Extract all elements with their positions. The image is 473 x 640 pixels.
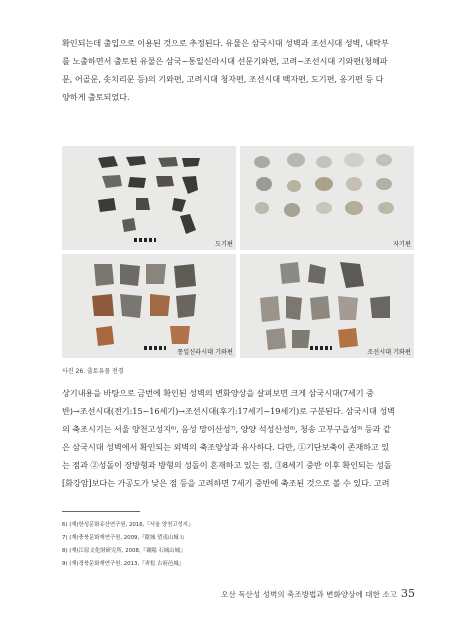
footnote: 7) (재)충북문화재연구원, 2009,『陰城 望夷山城 Ⅰ』 [62,535,188,541]
scale-bar [144,346,166,350]
panel-label-joseon-tiles: 조선시대 기와편 [367,349,411,356]
silla-roof-tile-image [62,254,236,358]
photo-panel-porcelain [240,146,414,250]
panel-label-pottery: 도기편 [215,241,233,248]
paragraph-line: 의 축조시기는 서울 양천고성지⁶⁾, 음성 망이산성⁷⁾, 양양 석성산성⁸⁾, 청송 고부구읍성⁹⁾ 등과 같 [62,424,391,434]
footnote-divider [62,511,140,512]
page-footer [221,587,415,600]
scale-bar [134,238,156,242]
photo-panel-joseon-tiles [240,254,414,358]
photo-panel-pottery [62,146,236,250]
paragraph-line: 문, 어골문, 솟치리문 등)의 기와편, 고려시대 청자편, 조선시대 백자편, 도기편, 옹기편 등 다 [62,74,384,84]
photo-panel-silla-tiles [62,254,236,358]
paragraph-line: 를 노출하면서 출토된 유물은 삼국~통일신라시대 선문기와편, 고려~조선시대 기와편(청해파 [62,56,388,66]
paragraph-line: 반)→조선시대(전기:15~16세기)→조선시대(후기:17세기~19세기)로 구분된다. 삼국시대 성벽 [62,406,395,416]
running-title: 오산 독산성 성벽의 축조방법과 변화양상에 대한 소고 [221,590,397,599]
footnote: 9) (재)경북문화재연구원, 2013,『靑松 古府邑城』 [62,561,185,567]
paragraph-line: 상기내용을 바탕으로 금번에 확인된 성벽의 변화양상을 살펴보면 크게 삼국시대(7세기 중 [62,388,374,398]
paragraph-line: [화강암]보다는 가공도가 낮은 점 등을 고려하면 7세기 중반에 축조된 것으로 볼 수 있다. 고려 [62,478,390,488]
figure-caption: 사진 26. 출토유물 전경 [62,368,124,375]
artifact-photo-figure [62,146,414,360]
panel-label-porcelain: 자기편 [393,241,411,248]
page-number: 35 [401,587,415,600]
panel-label-silla-tiles: 통일신라시대 기와편 [177,349,233,356]
footnote: 6) (재)한성문화유산연구원, 2016,『서울 양천고성지』 [62,522,194,528]
paragraph-line: 확인되는데 출입으로 이용된 것으로 추정된다. 유물은 삼국시대 성벽과 조선시대 성벽, 내탁부 [62,38,389,48]
porcelain-sherds-image [240,146,414,250]
paragraph-line: 은 삼국시대 성벽에서 확인되는 외벽의 축조양상과 유사하다. 다만, ①기단보축이 존재하고 있 [62,442,390,452]
scale-bar [310,346,332,350]
footnote: 8) (재)江原文化財研究所, 2008,『襄陽 石城山城』 [62,548,186,554]
pottery-sherds-image [62,146,236,250]
paragraph-line: 는 점과 ②성돌이 장방형과 방형의 성돌이 혼재하고 있는 점, ③8세기 중반 이후 확인되는 성돌 [62,460,392,470]
paragraph-1 [62,34,414,106]
paragraph-line: 양하게 출토되었다. [62,92,130,102]
paragraph-2 [62,384,414,492]
joseon-roof-tile-image [240,254,414,358]
